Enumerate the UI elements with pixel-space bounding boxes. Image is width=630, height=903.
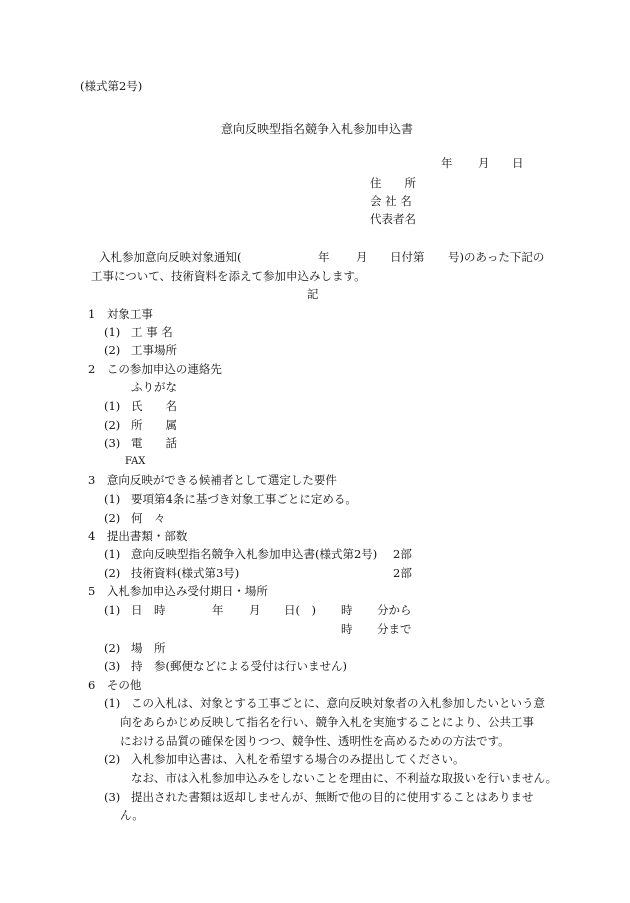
s5-item1-num: (1): [104, 603, 121, 617]
s2-item1-text: 氏 名: [131, 399, 177, 413]
s6-item1-line3: における品質の確保を図りつつ、競争性、透明性を高めるための方法です。: [120, 734, 510, 748]
s4-item2-text: 技術資料(様式第3号): [131, 566, 240, 580]
s1-item1-num: (1): [104, 325, 121, 339]
intro-year: 年: [318, 250, 330, 264]
s2-item3-text: 電 話: [131, 436, 177, 450]
section-3-heading: 3 意向反映ができる候補者として選定した要件: [88, 473, 337, 487]
section-2-heading: 2 この参加申込の連絡先: [88, 362, 222, 376]
s5-year: 年: [212, 603, 224, 617]
s5-item2-text: 場 所: [131, 641, 166, 655]
date-day: 日: [512, 156, 524, 170]
s5-item2-num: (2): [104, 641, 121, 655]
s4-item1-count: 2部: [393, 547, 412, 561]
intro-prefix: 入札参加意向反映対象通知(: [99, 250, 242, 264]
s4-item1-num: (1): [104, 547, 121, 561]
s5-month: 月: [249, 603, 261, 617]
s5-hour2: 時: [341, 622, 353, 636]
s1-item1-text: 工 事 名: [131, 325, 173, 339]
s3-item2-num: (2): [104, 511, 121, 525]
intro-suffix: 号)のあった下記の: [448, 250, 545, 264]
s3-item1-text: 要項第4条に基づき対象工事ごとに定める。: [131, 492, 357, 506]
applicant-company-label: 会 社 名: [370, 194, 412, 208]
s6-item3-line2: ん。: [120, 808, 144, 822]
date-month: 月: [478, 156, 490, 170]
s4-item1-text: 意向反映型指名競争入札参加申込書(様式第2号): [131, 547, 378, 561]
applicant-representative-label: 代表者名: [370, 212, 416, 226]
s4-item2-num: (2): [104, 566, 121, 580]
s5-day: 日( ): [284, 603, 316, 617]
s6-item2-num: (2): [104, 752, 121, 766]
s5-hour1: 時: [341, 603, 353, 617]
s2-item1-num: (1): [104, 399, 121, 413]
page-title: 意向反映型指名競争入札参加申込書: [221, 122, 414, 136]
section-5-heading: 5 入札参加申込み受付期日・場所: [88, 584, 268, 598]
s2-item2-num: (2): [104, 418, 121, 432]
s6-item1-line2: 向をあらかじめ反映して指名を行い、競争入札を実施することにより、公共工事: [120, 715, 534, 729]
s2-item3-num: (3): [104, 436, 121, 450]
intro-month: 月: [356, 250, 368, 264]
s3-item1-num: (1): [104, 492, 121, 506]
s4-item2-count: 2部: [393, 566, 412, 580]
s1-item2-text: 工事場所: [131, 343, 177, 357]
intro-line2: 工事について、技術資料を添えて参加申込みします。: [91, 269, 366, 283]
s6-item3-line1: 提出された書類は返却しませんが、無断で他の目的に使用することはありませ: [131, 790, 534, 804]
section-6-heading: 6 その他: [88, 678, 142, 692]
intro-dayno: 日付第: [390, 250, 425, 264]
s5-until: 分まで: [377, 622, 412, 636]
s2-fax-label: FAX: [125, 456, 146, 467]
s6-item1-line1: この入札は、対象とする工事ごとに、意向反映対象者の入札参加したいという意: [131, 696, 545, 710]
s1-item2-num: (2): [104, 343, 121, 357]
s6-item2-line2: なお、市は入札参加申込みをしないことを理由に、不利益な取扱いを行いません。: [131, 771, 558, 785]
section-4-heading: 4 提出書類・部数: [88, 529, 188, 543]
s5-item3-text: 持 参(郵便などによる受付は行いません): [131, 659, 347, 673]
s6-item1-num: (1): [104, 696, 121, 710]
s5-item3-num: (3): [104, 659, 121, 673]
s5-from: 分から: [377, 603, 412, 617]
applicant-address-label: 住 所: [370, 176, 416, 190]
s3-item2-text: 何 々: [131, 511, 166, 525]
date-year: 年: [441, 156, 453, 170]
s2-item2-text: 所 属: [131, 418, 177, 432]
form-number: (様式第2号): [80, 79, 143, 93]
section-1-heading: 1 対象工事: [88, 307, 153, 321]
s5-item1-text: 日 時: [131, 603, 166, 617]
s6-item3-num: (3): [104, 790, 121, 804]
s6-item2-line1: 入札参加申込書は、入札を希望する場合のみ提出してください。: [131, 752, 465, 766]
s2-furigana: ふりがな: [131, 380, 177, 394]
ki-marker: 記: [307, 287, 319, 301]
